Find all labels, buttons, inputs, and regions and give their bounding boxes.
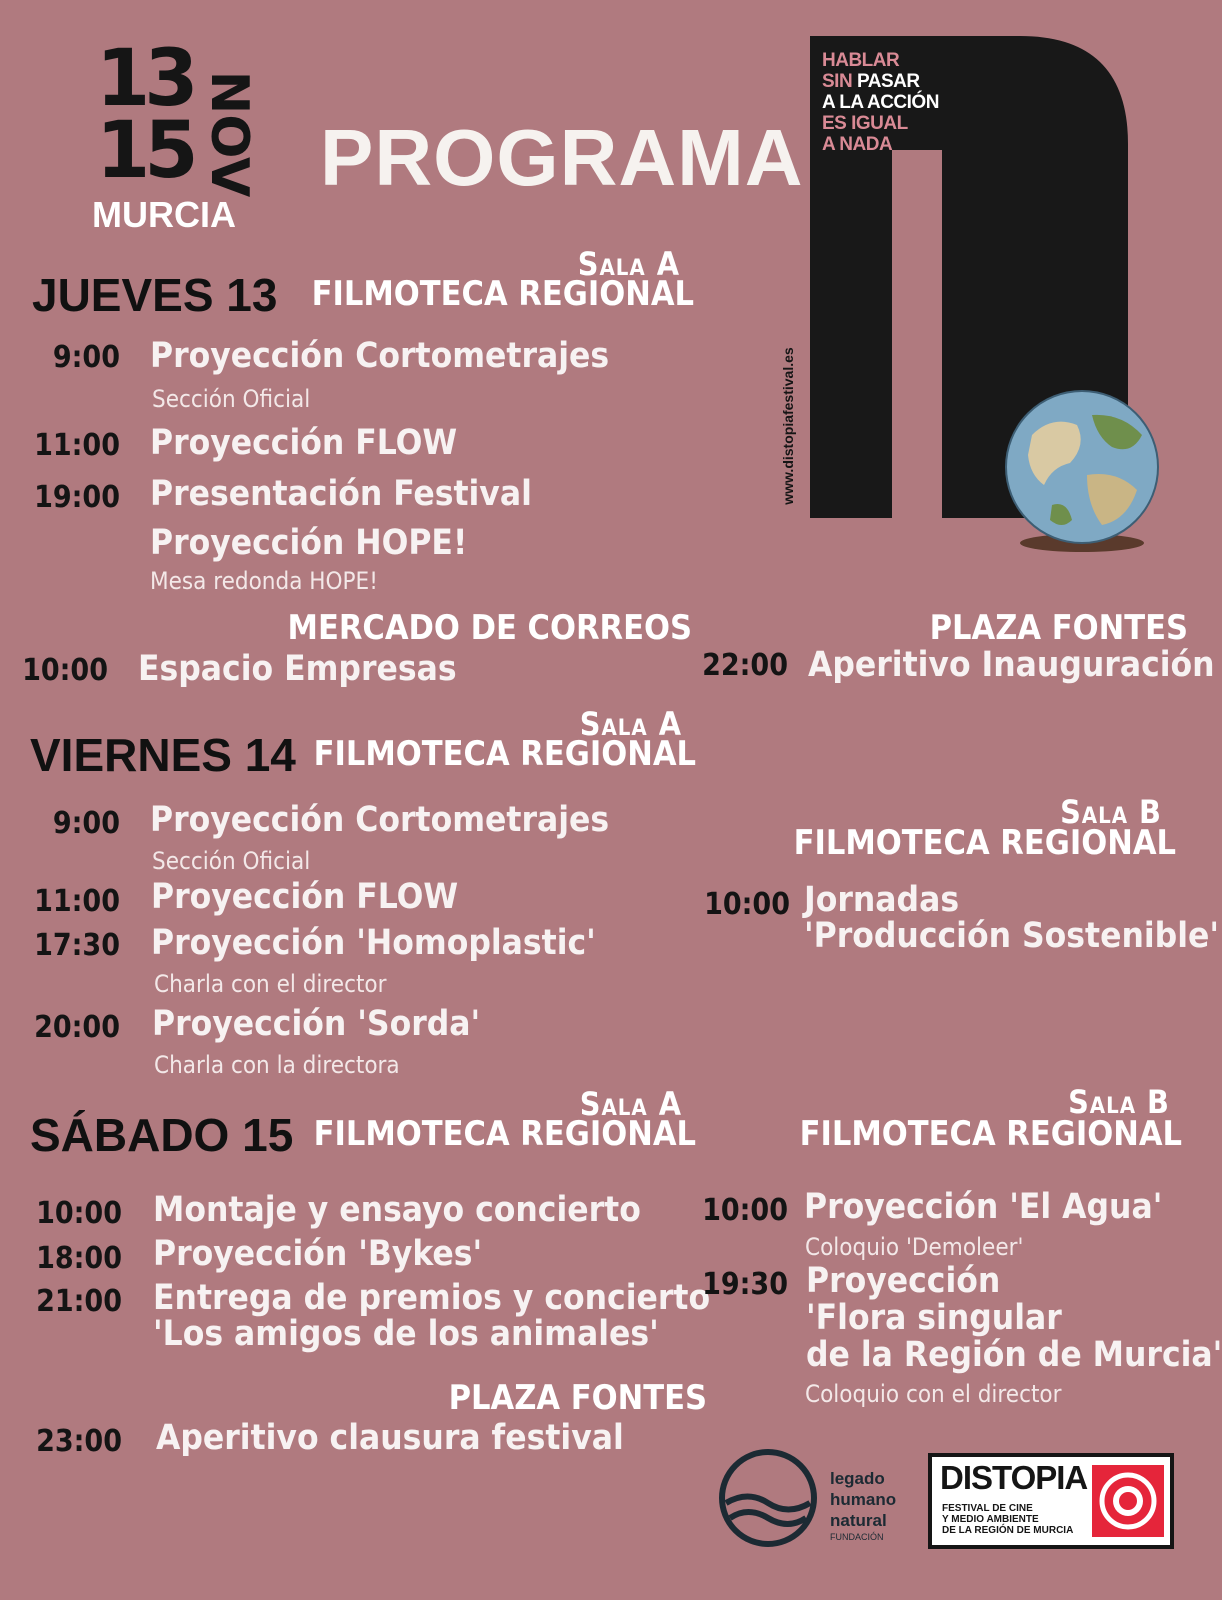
globe-target-icon — [1092, 1465, 1164, 1537]
event-sub: Coloquio 'Demoleer' — [805, 1233, 1024, 1261]
event-time: 18:00 — [36, 1241, 122, 1276]
event-title-3: de la Región de Murcia' — [806, 1335, 1222, 1375]
event-sub: Sección Oficial — [152, 847, 311, 875]
event-title: Proyección Cortometrajes — [150, 800, 610, 840]
viernes-day: VIERNES 14 — [30, 729, 296, 781]
month-label: NOV — [199, 70, 259, 198]
viernes-sala-a: Sala A — [579, 705, 682, 743]
event-title: Montaje y ensayo concierto — [153, 1190, 641, 1230]
event-time: 9:00 — [52, 806, 120, 841]
viernes-salab-venue: FILMOTECA REGIONAL — [793, 823, 1176, 863]
poster-slogan — [822, 50, 939, 155]
legado-line-1: legado — [830, 1469, 885, 1488]
viernes-sala-b: Sala B — [1060, 793, 1162, 831]
event-title: Proyección FLOW — [150, 423, 458, 463]
slogan-line-3: A LA ACCIÓN — [822, 92, 939, 113]
plaza-title: Aperitivo Inauguración — [808, 645, 1215, 685]
date-bottom: 15 — [96, 106, 193, 196]
sabado-venue: FILMOTECA REGIONAL — [313, 1114, 696, 1154]
event-title: Proyección FLOW — [151, 877, 459, 917]
jueves-sala-a: Sala A — [577, 245, 680, 283]
slogan-line-4: ES IGUAL — [822, 113, 908, 134]
event-title: Proyección — [806, 1261, 1001, 1301]
event-time: 11:00 — [34, 428, 120, 463]
event-title-2: 'Los amigos de los animales' — [153, 1314, 659, 1354]
sabado-plaza-time: 23:00 — [36, 1424, 122, 1459]
globe-icon — [992, 375, 1172, 555]
event-title: Proyección 'Bykes' — [153, 1234, 483, 1274]
salab-title-line1: Jornadas — [804, 880, 960, 920]
jueves-day: JUEVES 13 — [32, 269, 278, 321]
event-time: 19:30 — [702, 1267, 788, 1302]
viernes-venue: FILMOTECA REGIONAL — [313, 734, 696, 774]
jueves-venue: FILMOTECA REGIONAL — [311, 274, 694, 314]
city-label: MURCIA — [92, 194, 236, 235]
poster-url: www.distopiafestival.es — [780, 347, 796, 505]
sabado-sala-a: Sala A — [579, 1085, 682, 1123]
sabado-plaza-title: Aperitivo clausura festival — [156, 1418, 624, 1458]
event-title-2: 'Flora singular — [806, 1298, 1062, 1338]
event-title: Proyección HOPE! — [150, 523, 468, 563]
event-time: 17:30 — [34, 928, 120, 963]
event-title: Proyección 'Homoplastic' — [151, 923, 596, 963]
festival-poster — [770, 30, 1170, 570]
legado-line-2: humano — [830, 1490, 897, 1509]
slogan-line-5: A NADA — [822, 134, 893, 155]
event-title: Proyección 'El Agua' — [804, 1187, 1163, 1227]
plaza-time: 22:00 — [702, 648, 788, 683]
event-sub: Charla con la directora — [154, 1051, 400, 1079]
distopia-emblem — [1092, 1465, 1164, 1537]
event-sub: Charla con el director — [154, 970, 387, 998]
salab-time: 10:00 — [704, 887, 790, 922]
sabado-sala-b: Sala B — [1068, 1083, 1170, 1121]
page-title: PROGRAMA — [320, 113, 804, 202]
event-sub: Coloquio con el director — [805, 1380, 1062, 1408]
sabado-plaza-venue: PLAZA FONTES — [448, 1378, 707, 1418]
event-sub: Sección Oficial — [152, 385, 311, 413]
mercado-venue: MERCADO DE CORREOS — [287, 608, 692, 648]
legado-line-3: natural — [830, 1511, 887, 1530]
slogan-line-1: HABLAR — [822, 50, 900, 71]
mercado-time: 10:00 — [22, 653, 108, 688]
sabado-salab-venue: FILMOTECA REGIONAL — [799, 1114, 1182, 1154]
event-title: Entrega de premios y concierto — [153, 1278, 711, 1318]
distopia-line-2: Y MEDIO AMBIENTE — [942, 1514, 1039, 1525]
event-time: 19:00 — [34, 480, 120, 515]
distopia-line-1: FESTIVAL DE CINE — [942, 1503, 1033, 1514]
event-sub: Mesa redonda HOPE! — [150, 567, 378, 595]
distopia-line-3: DE LA REGIÓN DE MURCIA — [942, 1525, 1074, 1536]
slogan-line-2: SIN PASAR — [822, 71, 920, 92]
legado-logo — [718, 1448, 897, 1558]
distopia-logo — [928, 1453, 1174, 1549]
date-block — [92, 34, 259, 235]
event-title: Proyección Cortometrajes — [150, 336, 610, 376]
event-time: 11:00 — [34, 884, 120, 919]
mercado-title: Espacio Empresas — [138, 649, 457, 689]
distopia-name: DISTOPIA — [940, 1459, 1088, 1496]
sabado-day: SÁBADO 15 — [30, 1109, 294, 1161]
legado-line-4: FUNDACIÓN — [830, 1532, 884, 1542]
event-time: 10:00 — [36, 1196, 122, 1231]
event-time: 10:00 — [702, 1193, 788, 1228]
event-time: 9:00 — [52, 340, 120, 375]
event-title: Presentación Festival — [150, 474, 532, 514]
legado-wave-icon — [718, 1448, 818, 1548]
event-title: Proyección 'Sorda' — [152, 1004, 481, 1044]
event-time: 20:00 — [34, 1010, 120, 1045]
salab-title-line2: 'Producción Sostenible' — [804, 916, 1219, 956]
date-top: 13 — [96, 34, 193, 124]
plaza-venue: PLAZA FONTES — [929, 608, 1188, 648]
event-time: 21:00 — [36, 1284, 122, 1319]
